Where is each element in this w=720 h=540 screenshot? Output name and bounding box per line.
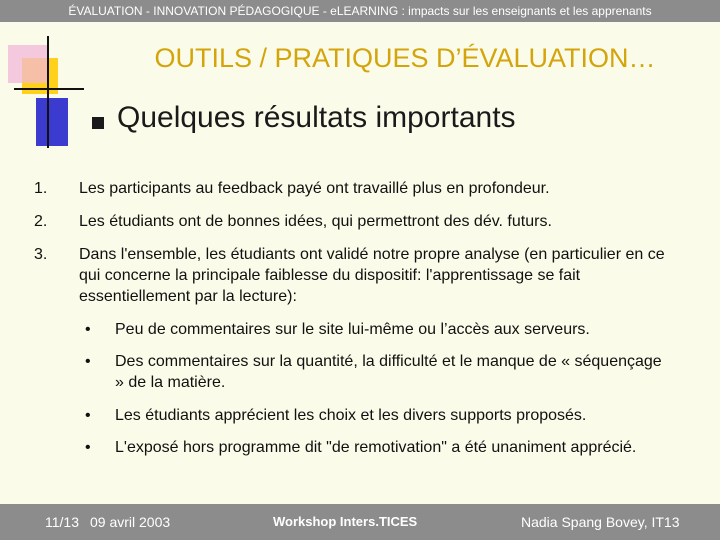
decorative-square-blue [36,98,68,146]
list-item-text: Les étudiants ont de bonnes idées, qui permettront des dév. futurs. [79,213,552,230]
page-number: 11/13 [45,514,79,530]
list-item-number: 3. [34,246,48,263]
sub-list-item-text: L'exposé hors programme dit "de remotivation" a été unaniment apprécié. [115,439,637,456]
footer-author: Nadia Spang Bovey, IT13 [521,514,680,530]
list-item-text: Dans l'ensemble, les étudiants ont validé notre propre analyse (en particulier en ce qui concerne la principale faiblesse du dispositif: l'apprentissage se fait essentiellement par la lecture): [79,246,665,305]
square-bullet-icon [92,117,104,129]
sub-list-item-text: Des commentaires sur la quantité, la difficulté et le manque de « séquençage » de la matière. [115,353,662,391]
decorative-square-pink [8,45,48,83]
slide-title: OUTILS / PRATIQUES D’ÉVALUATION… [154,43,656,73]
list-item-number: 1. [34,180,48,197]
footer-event: Workshop Inters.TICES [273,514,418,529]
decorative-line-horizontal [14,88,84,90]
list-item-number: 2. [34,213,48,230]
footer-date: 09 avril 2003 [90,514,171,530]
bullet-icon: • [85,321,91,338]
bullet-icon: • [85,407,91,424]
bullet-icon: • [85,439,91,456]
sub-list-item-text: Les étudiants apprécient les choix et les divers supports proposés. [115,407,587,424]
footer-bar [0,504,720,540]
list-item-text: Les participants au feedback payé ont travaillé plus en profondeur. [79,180,550,197]
header-banner: ÉVALUATION - INNOVATION PÉDAGOGIQUE - eLEARNING : impacts sur les enseignants et les apprenants [0,0,720,22]
slide-subtitle: Quelques résultats importants [117,101,516,134]
sub-list-item-text: Peu de commentaires sur le site lui-même ou l’accès aux serveurs. [115,321,590,338]
decorative-line-vertical [47,36,49,148]
bullet-icon: • [85,353,91,370]
